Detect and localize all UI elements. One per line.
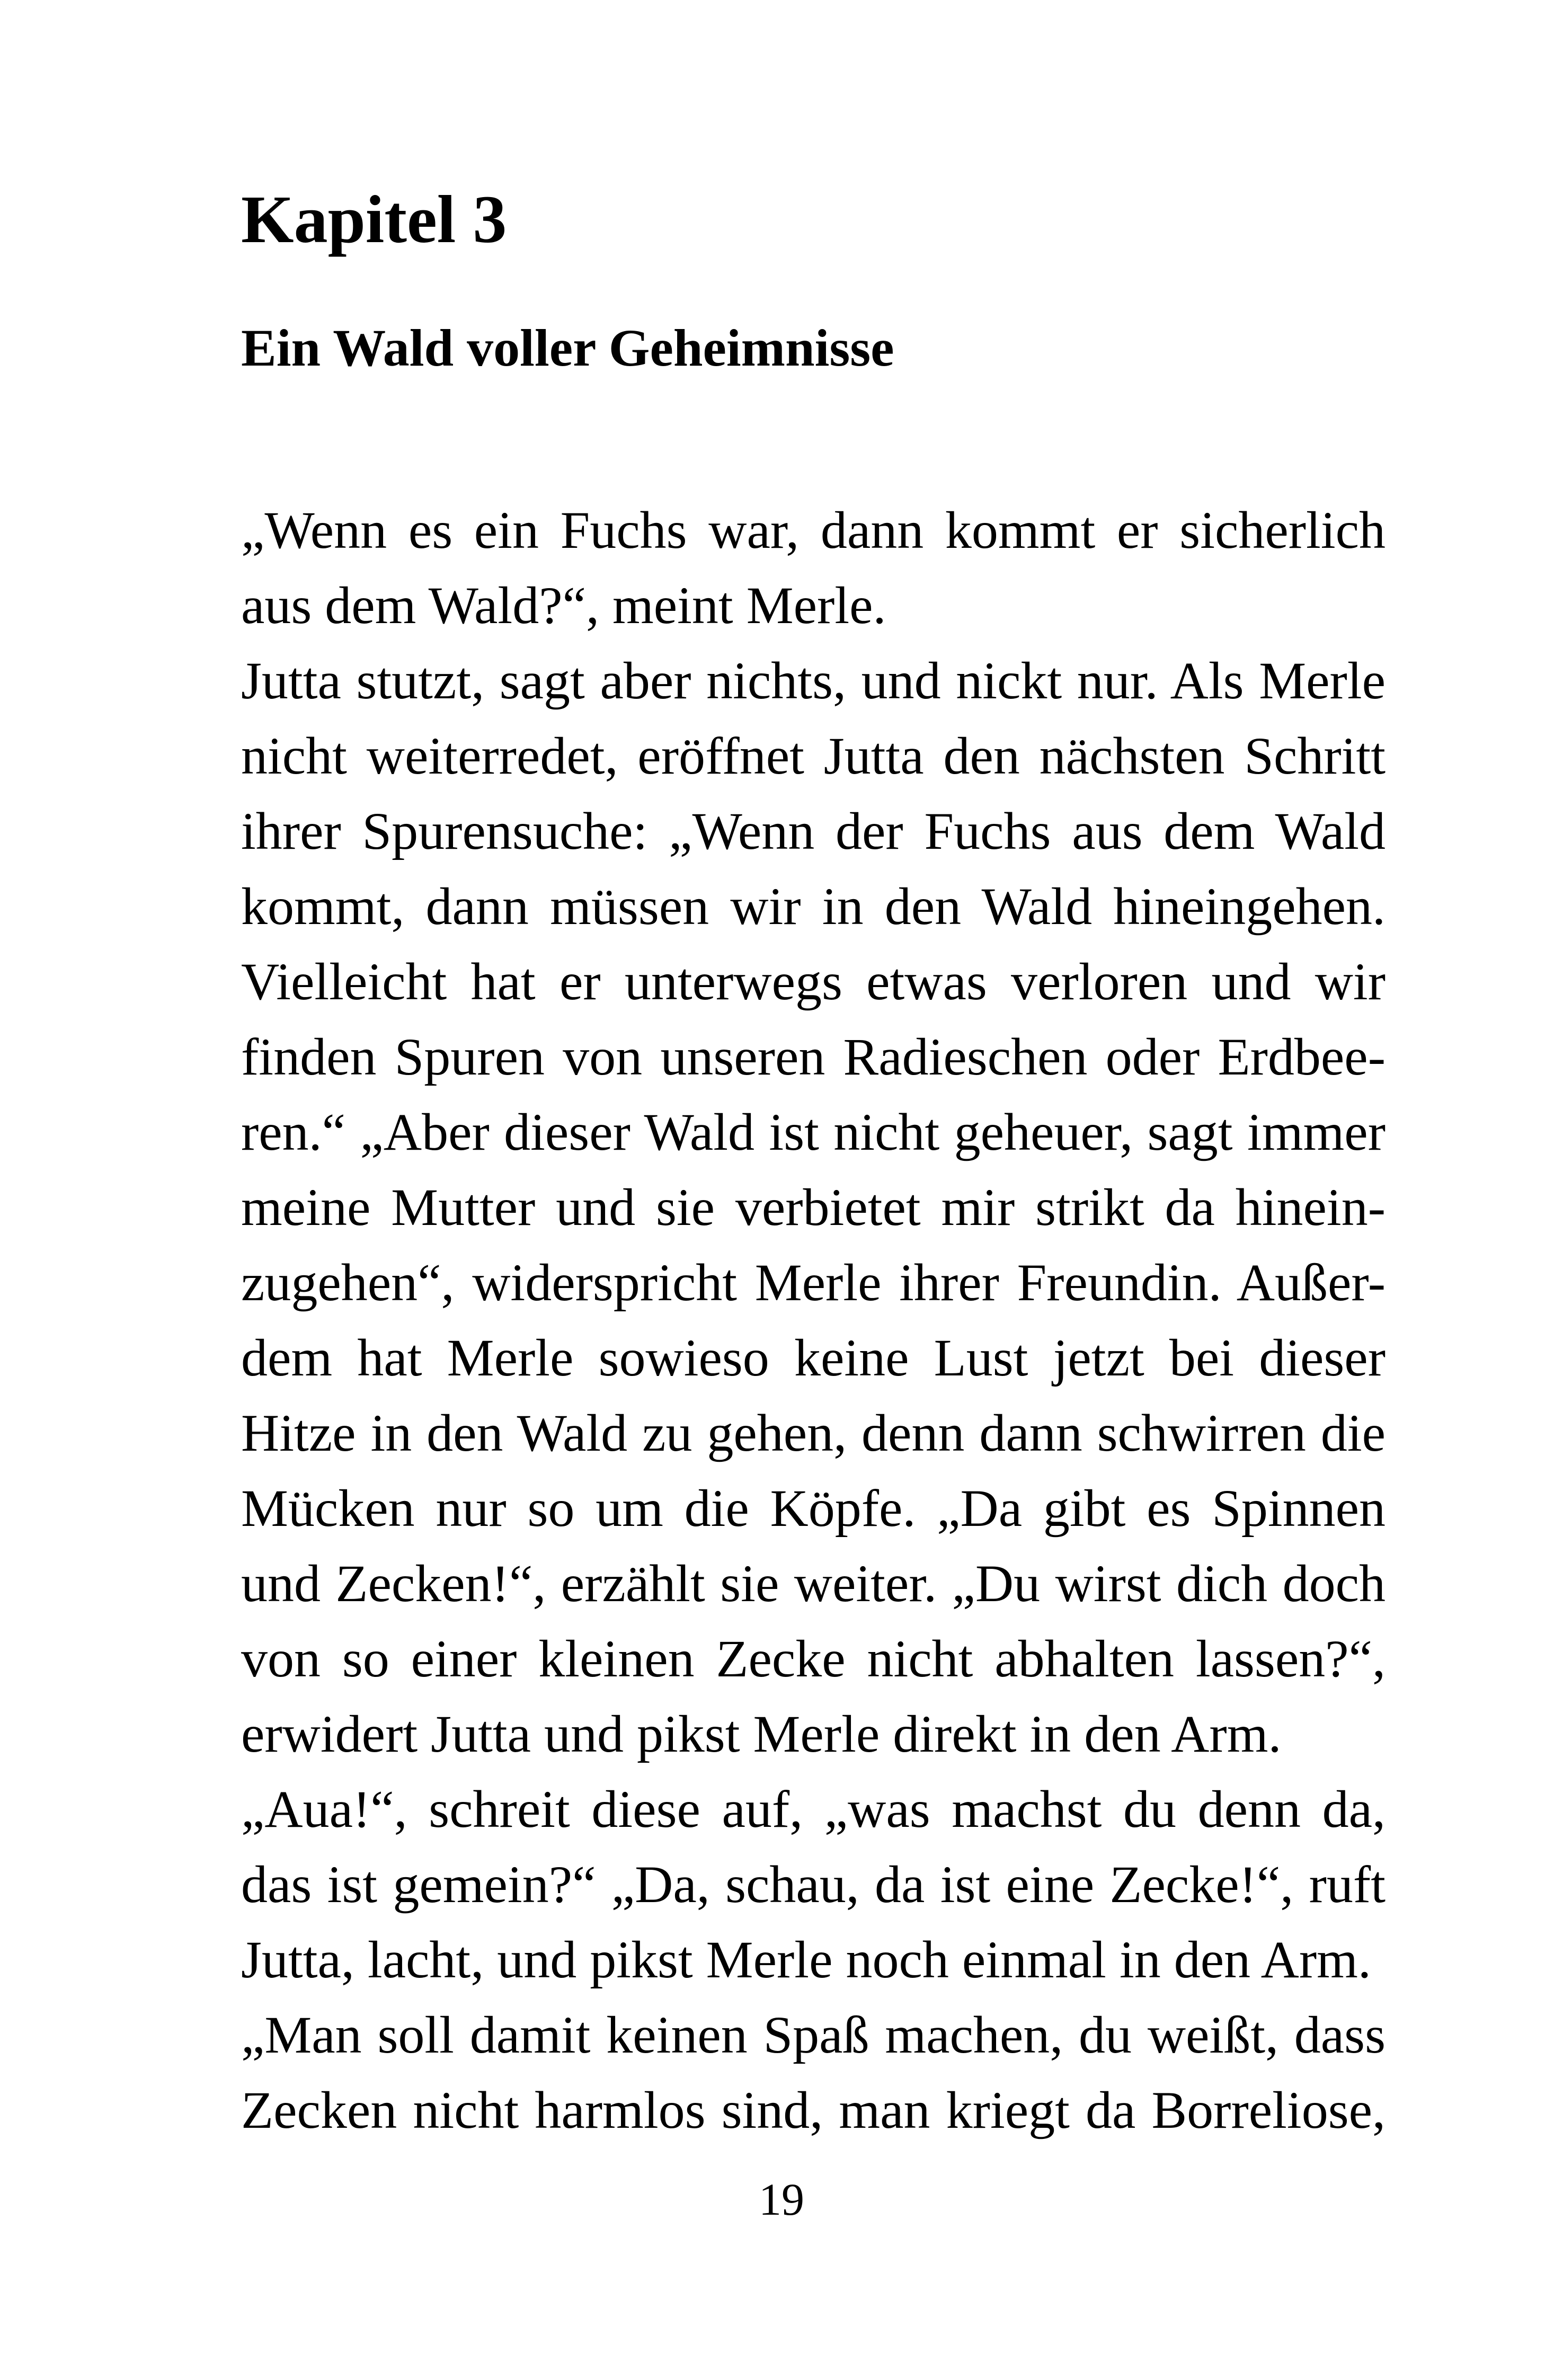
text-line: aus dem Wald?“, meint Merle. <box>241 576 886 635</box>
text-line: „Aua!“, schreit diese auf, „was machst du denn da, <box>241 1780 1386 1839</box>
page-number: 19 <box>759 2174 804 2225</box>
text-line: kommt, dann müssen wir in den Wald hineingehen. <box>241 877 1386 936</box>
text-line: von so einer kleinen Zecke nicht abhalten lassen?“, <box>241 1629 1386 1688</box>
text-line: ren.“ „Aber dieser Wald ist nicht geheuer, sagt immer <box>241 1103 1386 1161</box>
text-line: Mücken nur so um die Köpfe. „Da gibt es Spinnen <box>241 1479 1386 1538</box>
text-line: Vielleicht hat er unterwegs etwas verloren und wir <box>241 952 1386 1011</box>
text-line: das ist gemein?“ „Da, schau, da ist eine Zecke!“, ruft <box>241 1855 1386 1914</box>
text-line: nicht weiterredet, eröffnet Jutta den nächsten Schritt <box>241 726 1386 785</box>
text-line: finden Spuren von unseren Radieschen oder Erdbee- <box>241 1027 1386 1086</box>
text-line: „Wenn es ein Fuchs war, dann kommt er sicherlich <box>241 501 1386 560</box>
chapter-title: Kapitel 3 <box>241 182 507 257</box>
text-line: Zecken nicht harmlos sind, man kriegt da Borreliose, <box>241 2081 1386 2139</box>
text-line: erwidert Jutta und pikst Merle direkt in den Arm. <box>241 1704 1282 1763</box>
text-line: Jutta, lacht, und pikst Merle noch einmal in den Arm. <box>241 1930 1371 1989</box>
text-line: dem hat Merle sowieso keine Lust jetzt bei dieser <box>241 1328 1386 1387</box>
text-line: Hitze in den Wald zu gehen, denn dann schwirren die <box>241 1404 1386 1462</box>
text-line: „Man soll damit keinen Spaß machen, du weißt, dass <box>241 2005 1386 2064</box>
text-line: und Zecken!“, erzählt sie weiter. „Du wirst dich doch <box>241 1554 1386 1613</box>
body-text <box>241 493 1386 2148</box>
text-line: zugehen“, widerspricht Merle ihrer Freundin. Außer- <box>241 1253 1386 1312</box>
text-line: meine Mutter und sie verbietet mir strikt da hinein- <box>241 1178 1386 1237</box>
chapter-subtitle: Ein Wald voller Geheimnisse <box>241 318 894 377</box>
text-line: Jutta stutzt, sagt aber nichts, und nickt nur. Als Merle <box>241 651 1386 710</box>
text-line: ihrer Spurensuche: „Wenn der Fuchs aus dem Wald <box>241 802 1386 860</box>
